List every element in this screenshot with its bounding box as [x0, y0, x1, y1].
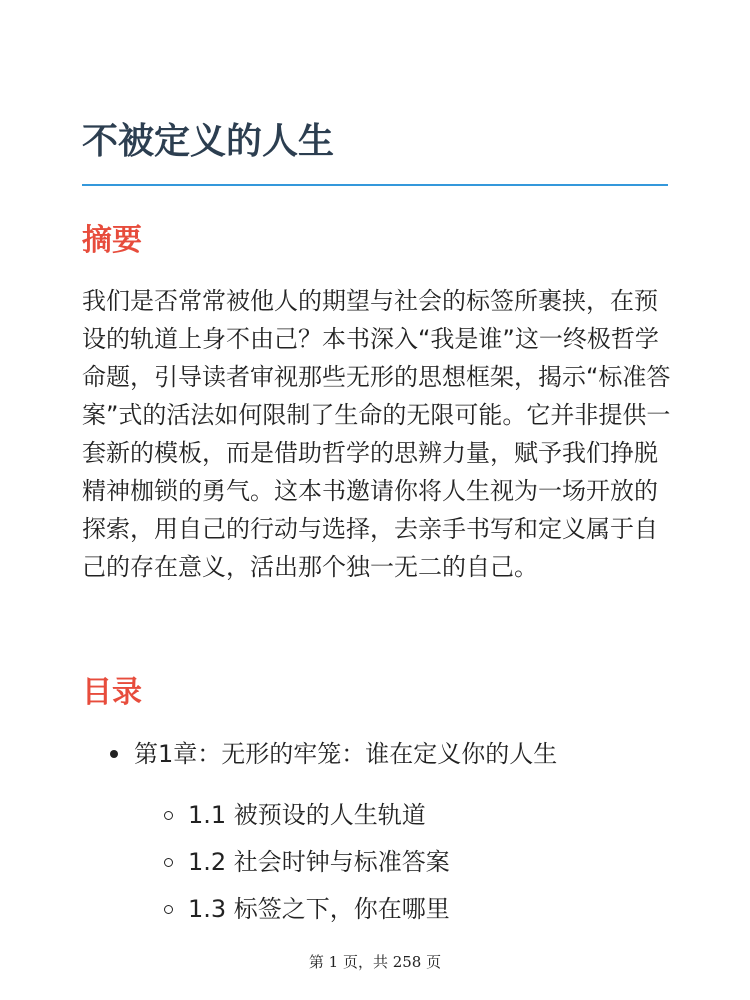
bullet-circle-icon: [164, 811, 173, 820]
abstract-heading: 摘要: [82, 223, 142, 258]
toc-section-1-2[interactable]: [82, 839, 642, 886]
abstract-text: 我们是否常常被他人的期望与社会的标签所裹挟，在预设的轨道上身不由己？本书深入“我是谁”这一终极哲学命题，引导读者审视那些无形的思想框架，揭示“标准答案”式的活法如何限制了生命的无限可能。它并非提供一套新的模板，而是借助哲学的思辨力量，赋予我们挣脱精神枷锁的勇气。这本书邀请你将人生视为一场开放的探索，用自己的行动与选择，去亲手书写和定义属于自己的存在意义，活出那个独一无二的自己。: [82, 287, 671, 581]
toc-section-1-1[interactable]: [82, 792, 642, 839]
bullet-circle-icon: [164, 858, 173, 867]
table-of-contents: [82, 732, 682, 776]
toc-section-1-3[interactable]: [82, 886, 642, 933]
toc-chapter-label: 第1章：无形的牢笼：谁在定义你的人生: [134, 740, 558, 768]
toc-section-label: 1.2 社会时钟与标准答案: [188, 848, 450, 876]
toc-section-label: 1.3 标签之下，你在哪里: [188, 895, 450, 923]
bullet-disc-icon: [110, 750, 118, 758]
bullet-circle-icon: [164, 905, 173, 914]
toc-chapter-1-sections: [82, 792, 642, 933]
toc-chapter-1[interactable]: [82, 732, 682, 776]
title-divider: [82, 184, 668, 186]
toc-section-label: 1.1 被预设的人生轨道: [188, 801, 426, 829]
document-title: 不被定义的人生: [82, 121, 335, 162]
page-number-footer: 第 1 页，共 258 页: [308, 953, 442, 971]
toc-heading: 目录: [82, 675, 142, 710]
